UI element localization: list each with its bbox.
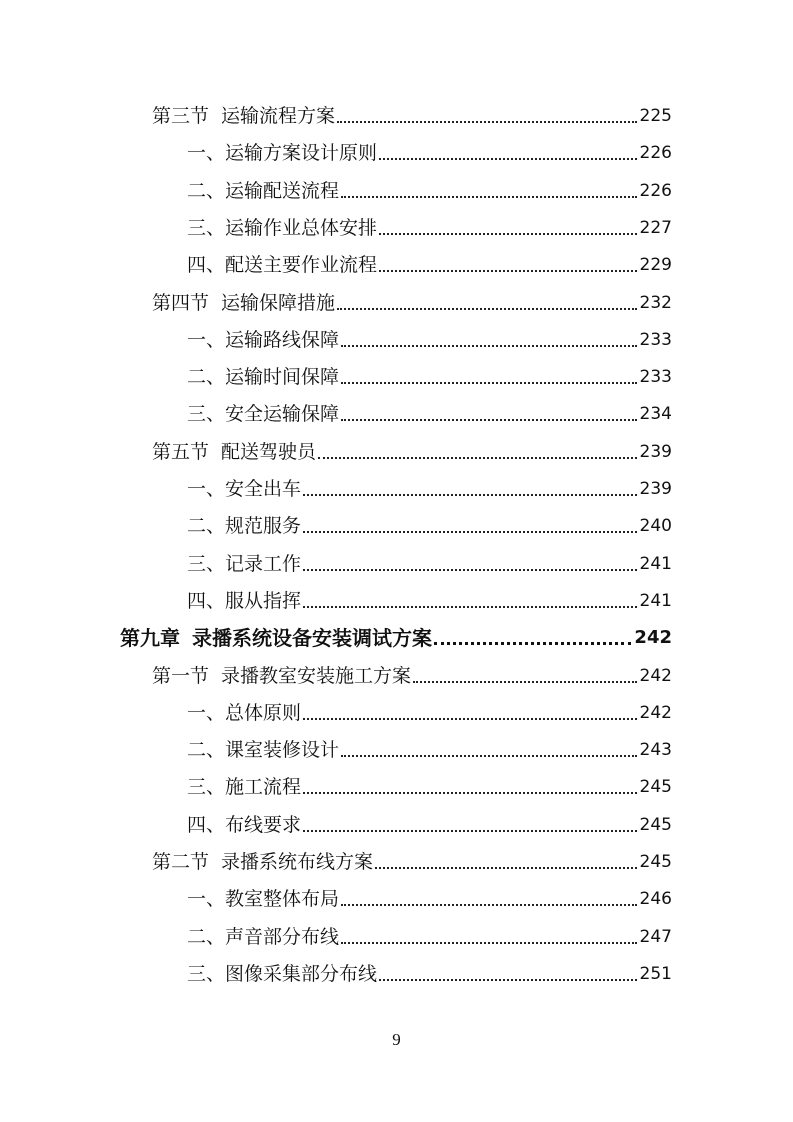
toc-entry-number: 第二节 xyxy=(152,851,210,873)
toc-entry-label xyxy=(187,772,303,802)
toc-entry-label xyxy=(187,884,341,914)
toc-entry-number: 第九章 xyxy=(120,626,180,651)
toc-entry-item[interactable] xyxy=(187,474,672,504)
toc-entry-page: 232 xyxy=(639,292,672,313)
toc-entry-number: 三、 xyxy=(187,552,226,575)
toc-entry-item[interactable] xyxy=(187,884,672,914)
toc-entry-label xyxy=(187,213,379,243)
toc-entry-page: 247 xyxy=(639,926,672,947)
toc-entry-page: 227 xyxy=(639,217,672,238)
toc-entry-number: 一、 xyxy=(187,142,226,165)
toc-entry-item[interactable] xyxy=(187,735,672,765)
toc-entry-title: 安全运输保障 xyxy=(225,403,340,426)
toc-entry-label xyxy=(187,325,341,355)
page-number: 9 xyxy=(392,1030,401,1049)
toc-entry-page: 242 xyxy=(634,627,672,649)
toc-entry-number: 二、 xyxy=(187,366,226,389)
toc-entry-title: 记录工作 xyxy=(225,552,302,575)
toc-entry-label xyxy=(187,250,379,280)
toc-entry-title: 运输路线保障 xyxy=(225,328,340,351)
toc-entry-page: 245 xyxy=(639,852,672,872)
dot-leader xyxy=(318,437,637,467)
dot-leader xyxy=(379,959,637,989)
toc-entry-label xyxy=(187,474,303,504)
toc-entry-title: 运输方案设计原则 xyxy=(225,142,378,165)
toc-entry-item[interactable] xyxy=(187,698,672,728)
toc-entry-item[interactable] xyxy=(187,586,672,616)
toc-entry-item[interactable] xyxy=(187,399,672,429)
toc-entry-page: 225 xyxy=(639,106,672,126)
toc-entry-number: 二、 xyxy=(187,179,226,202)
toc-entry-label xyxy=(120,623,434,653)
toc-entry-label xyxy=(187,735,341,765)
dot-leader xyxy=(379,138,637,168)
toc-entry-chapter[interactable] xyxy=(120,623,672,653)
toc-entry-label xyxy=(187,511,303,541)
toc-entry-number: 一、 xyxy=(187,701,226,724)
dot-leader xyxy=(341,735,637,765)
toc-entry-number: 二、 xyxy=(187,925,226,948)
toc-entry-title: 服从指挥 xyxy=(225,589,302,612)
toc-entry-item[interactable] xyxy=(187,922,672,952)
toc-entry-title: 规范服务 xyxy=(225,515,302,538)
toc-entry-title: 课室装修设计 xyxy=(225,739,340,762)
toc-entry-number: 二、 xyxy=(187,515,226,538)
dot-leader xyxy=(303,474,637,504)
toc-entry-label xyxy=(187,698,303,728)
toc-entry-title: 录播系统布线方案 xyxy=(221,851,374,873)
dot-leader xyxy=(341,399,637,429)
toc-entry-label xyxy=(187,586,303,616)
toc-entry-page: 251 xyxy=(639,963,672,984)
toc-entry-number: 四、 xyxy=(187,589,226,612)
toc-entry-item[interactable] xyxy=(187,325,672,355)
toc-entry-label xyxy=(187,549,303,579)
toc-entry-label xyxy=(187,362,341,392)
toc-entry-label xyxy=(187,176,341,206)
dot-leader xyxy=(303,810,637,840)
dot-leader xyxy=(303,586,637,616)
toc-entry-page: 245 xyxy=(639,777,672,798)
toc-entry-title: 配送主要作业流程 xyxy=(225,254,378,277)
toc-entry-page: 246 xyxy=(639,889,672,910)
toc-entry-title: 总体原则 xyxy=(225,701,302,724)
toc-entry-page: 239 xyxy=(639,441,672,462)
dot-leader xyxy=(303,511,637,541)
toc-entry-page: 229 xyxy=(639,255,672,276)
toc-entry-number: 三、 xyxy=(187,216,226,239)
toc-entry-title: 教室整体布局 xyxy=(225,888,340,911)
toc-entry-number: 第一节 xyxy=(152,664,210,687)
dot-leader xyxy=(341,884,637,914)
toc-entry-item[interactable] xyxy=(187,138,672,168)
dot-leader xyxy=(341,176,637,206)
toc-entry-label xyxy=(152,847,375,877)
toc-entry-number: 一、 xyxy=(187,888,226,911)
toc-entry-title: 录播教室安装施工方案 xyxy=(221,664,412,687)
toc-entry-section[interactable] xyxy=(152,288,672,318)
toc-entry-label xyxy=(187,138,379,168)
toc-entry-page: 241 xyxy=(639,590,672,611)
toc-entry-title: 布线要求 xyxy=(225,813,302,836)
dot-leader xyxy=(341,325,637,355)
toc-entry-item[interactable] xyxy=(187,250,672,280)
toc-entry-page: 226 xyxy=(639,180,672,201)
toc-entry-page: 233 xyxy=(639,367,672,388)
toc-entry-number: 四、 xyxy=(187,254,226,277)
toc-entry-item[interactable] xyxy=(187,362,672,392)
toc-entry-number: 一、 xyxy=(187,328,226,351)
toc-entry-title: 安全出车 xyxy=(225,478,302,500)
toc-entry-page: 241 xyxy=(639,553,672,574)
toc-entry-item[interactable] xyxy=(187,176,672,206)
toc-entry-number: 三、 xyxy=(187,776,226,799)
toc-entry-page: 226 xyxy=(639,143,672,164)
dot-leader xyxy=(341,362,637,392)
toc-entry-page: 239 xyxy=(639,479,672,499)
toc-entry-title: 运输作业总体安排 xyxy=(225,216,378,239)
toc-entry-number: 第四节 xyxy=(152,291,210,314)
toc-entry-title: 声音部分布线 xyxy=(225,925,340,948)
dot-leader xyxy=(303,698,637,728)
toc-entry-page: 242 xyxy=(639,702,672,723)
toc-entry-title: 运输保障措施 xyxy=(221,291,336,314)
dot-leader xyxy=(379,213,637,243)
toc-entry-item[interactable] xyxy=(187,810,672,840)
toc-entry-title: 图像采集部分布线 xyxy=(225,962,378,985)
toc-entry-page: 233 xyxy=(639,329,672,350)
dot-leader xyxy=(375,847,637,877)
toc-entry-page: 243 xyxy=(639,740,672,761)
dot-leader xyxy=(303,772,637,802)
toc-entry-label xyxy=(152,288,337,318)
toc-entry-title: 配送驾驶员 xyxy=(221,440,317,463)
toc-entry-label xyxy=(152,437,318,467)
toc-entry-item[interactable] xyxy=(187,213,672,243)
toc-entry-title: 录播系统设备安装调试方案 xyxy=(192,626,432,651)
toc-entry-label xyxy=(187,959,379,989)
toc-entry-number: 第三节 xyxy=(152,105,210,127)
dot-leader xyxy=(434,623,631,653)
toc-entry-item[interactable] xyxy=(187,772,672,802)
toc-entry-number: 二、 xyxy=(187,739,226,762)
toc-entry-page: 240 xyxy=(639,516,672,537)
toc-entry-item[interactable] xyxy=(187,511,672,541)
toc-entry-title: 运输流程方案 xyxy=(221,105,336,127)
toc-entry-page: 245 xyxy=(639,814,672,835)
dot-leader xyxy=(337,101,637,131)
toc-entry-page: 242 xyxy=(639,665,672,686)
toc-entry-title: 运输配送流程 xyxy=(225,179,340,202)
toc-entry-label xyxy=(152,661,413,691)
toc-entry-title: 运输时间保障 xyxy=(225,366,340,389)
toc-entry-label xyxy=(187,399,341,429)
dot-leader xyxy=(337,288,637,318)
toc-entry-label xyxy=(187,810,303,840)
dot-leader xyxy=(303,549,637,579)
toc-entry-page: 234 xyxy=(639,404,672,425)
toc-entry-number: 三、 xyxy=(187,962,226,985)
toc-entry-section[interactable] xyxy=(152,437,672,467)
toc-entry-title: 施工流程 xyxy=(225,776,302,799)
dot-leader xyxy=(341,922,637,952)
toc-entry-number: 四、 xyxy=(187,813,226,836)
toc-entry-label xyxy=(187,922,341,952)
toc-entry-section[interactable] xyxy=(152,101,672,131)
toc-entry-item[interactable] xyxy=(187,549,672,579)
dot-leader xyxy=(379,250,637,280)
toc-entry-label xyxy=(152,101,337,131)
dot-leader xyxy=(413,661,637,691)
toc-entry-section[interactable] xyxy=(152,847,672,877)
toc-entry-section[interactable] xyxy=(152,661,672,691)
toc-entry-item[interactable] xyxy=(187,959,672,989)
toc-entry-number: 一、 xyxy=(187,478,226,500)
toc-entry-number: 三、 xyxy=(187,403,226,426)
toc-entry-number: 第五节 xyxy=(152,440,210,463)
